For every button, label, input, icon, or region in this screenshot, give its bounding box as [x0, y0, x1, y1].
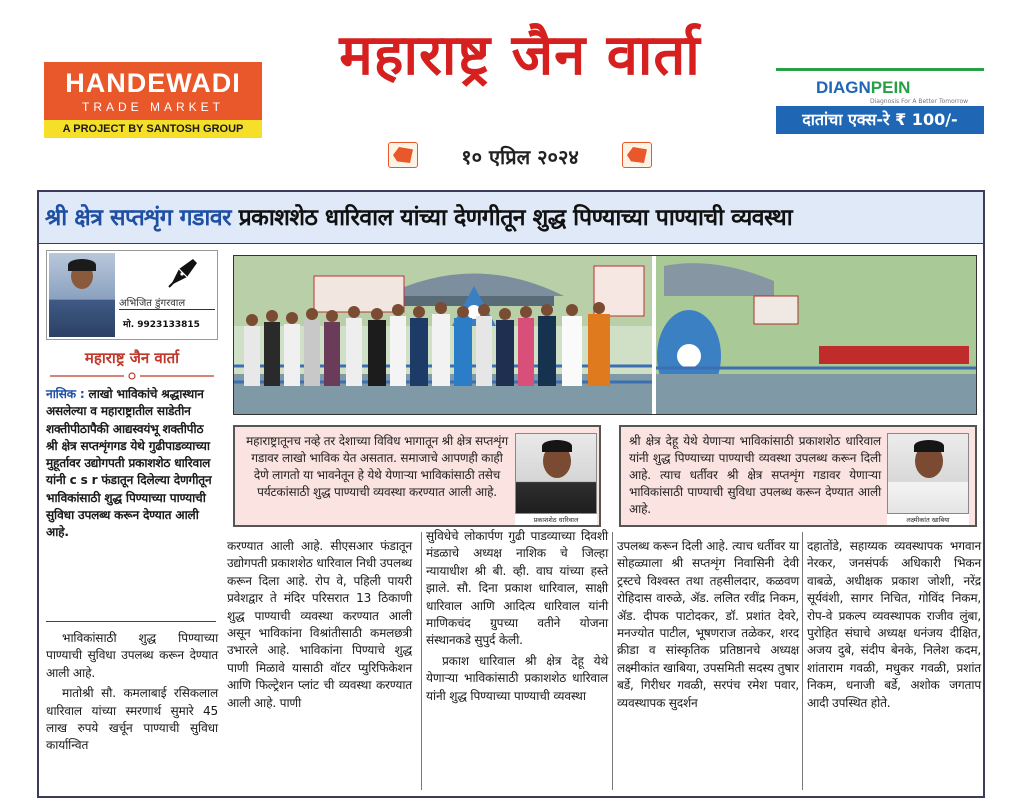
- issue-date: १० एप्रिल २०२४: [461, 145, 579, 169]
- newspaper-title: महाराष्ट्र जैन वार्ता: [339, 23, 701, 88]
- xray-offer: दातांचा एक्स-रे ₹ 100/-: [776, 106, 984, 134]
- mini-logo-icon: [622, 142, 652, 168]
- quote-box-khabiya: [619, 425, 977, 527]
- headline-part-1: श्री क्षेत्र सप्तशृंग गडावर: [45, 205, 232, 231]
- lead-place: नासिक :: [46, 387, 89, 401]
- issue-dateline: [388, 140, 652, 172]
- fountain-pen-icon: [165, 255, 201, 291]
- ad-subtitle: TRADE MARKET: [81, 100, 224, 114]
- diagnopein-ad[interactable]: [776, 68, 984, 134]
- author-card: [46, 250, 218, 340]
- column-1: [46, 630, 218, 755]
- column-3: [426, 528, 608, 705]
- photo-illustration: [234, 256, 977, 415]
- logo-part-b: PEIN: [870, 78, 911, 97]
- column-4-text: उपलब्ध करून दिली आहे. त्याच धर्तीवर या सोहळ्याला श्री सप्तशृंग निवासिनी देवी ट्रस्टचे विश्वस्त तथा तहसीलदार, कळवण रोहिदास वारुळे, ॲड. ललित रवींद्र निकम, ॲड. दीपक पाटोदकर, डॉ. प्रशांत देवरे, मनज्योत पाटील, भूषणराज तळेकर, शरद क्रीडा व सांस्कृतिक प्रतिष्ठानचे अध्यक्ष लक्ष्मीकांत खाबिया, उपसमिती सदस्य तुषार बर्डे, गिरीधर गवळी, सरपंच रमेश पवार, व्यवस्थापक सुदर्शन: [617, 539, 799, 710]
- column-divider: [802, 532, 803, 790]
- quote-text: महाराष्ट्रातूनच नव्हे तर देशाच्या विविध भागातून श्री क्षेत्र सप्तशृंग गडावर लाखो भाविक येत असतात. समाजाचे आपणही काही देणे लागतो या भावनेतून हे येथे येणाऱ्या भाविकांसाठी तसेच पर्यटकांसाठी शुद्ध पाण्याची व्यवस्था करण्यात आली आहे.: [246, 434, 508, 499]
- byline: महाराष्ट्र जैन वार्ता: [84, 349, 180, 367]
- mini-logo-icon: [388, 142, 418, 168]
- quote-text: श्री क्षेत्र देहू येथे येणाऱ्या भाविकांसाठी प्रकाशशेठ धारिवाल यांनी शुद्ध पिण्याच्या पाण्याची व्यवस्था उपलब्ध करून दिली आहे. त्याच धर्तीवर श्री क्षेत्र सप्तशृंग गडावर येणाऱ्या भाविकांसाठी पाण्याची सुविधा उपलब्ध करून देण्यात आली आहे.: [629, 434, 881, 516]
- author-photo: [49, 253, 115, 337]
- column-2: [227, 538, 412, 712]
- column-5-text: दहातोंडे, सहाय्यक व्यवस्थापक भगवान नेरकर, जनसंपर्क अधिकारी भिकन वाबळे, अधीक्षक प्रकाश जोशी, नरेंद्र सूर्यवंशी, सागर निचित, गोविंद निकम, रोप-वे प्रकल्प व्यवस्थापक राजीव लुंबा, पुरोहित संघाचे अध्यक्ष धनंजय दीक्षित, अजय दुबे, संदीप बेनके, निलेश कदम, शांताराम गवळी, मधुकर गवळी, प्रशांत निकम, धनाजी बर्डे, अशोक जगताप आदी उपस्थित होते.: [807, 539, 981, 710]
- diagnopein-logo: [816, 78, 910, 98]
- ad-rule: [776, 68, 984, 71]
- column-3-para-1: सुविधेचे लोकार्पण गुढी पाडव्याच्या दिवशी मंडळाचे अध्यक्ष नाशिक चे जिल्हा न्यायाधीश श्री बी. व्ही. वाघ यांच्या हस्ते झाले. सौ. दिना प्रकाश धारिवाल, साक्षी धारिवाल आणि आदित्य धारिवाल यांनी माणिकचंद ग्रुपच्या वतीने योजना संस्थानकडे सुपुर्द केली.: [426, 529, 608, 648]
- lead-divider: [46, 621, 216, 622]
- author-rule: [119, 309, 215, 310]
- author-mobile: मो. 9923133815: [123, 320, 200, 330]
- ad-brand: HANDEWADI: [65, 68, 241, 98]
- headline-part-2: प्रकाशशेठ धारिवाल यांच्या देणगीतून शुद्ध पिण्याच्या पाण्याची व्यवस्था: [231, 205, 793, 231]
- ad-strip: A PROJECT BY SANTOSH GROUP: [44, 120, 262, 138]
- column-3-para-2: प्रकाश धारिवाल श्री क्षेत्र देहू येथे येणाऱ्या भाविकांसाठी प्रकाशशेठ धारिवाल यांनी शुद्ध पिण्याच्या पाण्याची व्यवस्था: [426, 653, 608, 703]
- column-1-para-2: मातोश्री सौ. कमलाबाई रसिकलाल धारिवाल यांच्या स्मरणार्थ सुमारे 45 लाख रुपये खर्चून पाण्याची सुविधा कार्यान्वित: [46, 686, 218, 753]
- logo-part-a: DIAGN: [816, 78, 871, 97]
- quote-caption: लक्ष्मीकांत खाबिया: [887, 513, 969, 525]
- column-divider: [612, 532, 613, 790]
- lead-paragraph: [46, 386, 218, 542]
- article-headline: [39, 192, 983, 244]
- column-5: [807, 538, 981, 712]
- article-photo: [233, 255, 977, 415]
- handewadi-ad[interactable]: [44, 62, 262, 138]
- quote-photo: [887, 433, 969, 517]
- author-name: अभिजित डुंगरवाल: [119, 298, 186, 309]
- column-2-text: करण्यात आली आहे. सीएसआर फंडातून उद्योगपती प्रकाशशेठ धारिवाल निधी उपलब्ध करून दिला आहे. रोप वे, पहिली पायरी प्रवेशद्वार ते मंदिर परिसरात 13 ठिकाणी शुद्ध पाण्याची व्यवस्था करण्यात आली असून भाविकांना विश्रांतीसाठी कमलछत्री उभारले आहे. भाविकांना पिण्याचे शुद्ध पाणी मिळावे यासाठी वॉटर प्युरिफिकेशन आणि फिल्ट्रेशन प्लांट ची व्यवस्था करण्यात आली आहे. पाणी: [227, 539, 412, 710]
- column-4: [617, 538, 799, 712]
- quote-photo: [515, 433, 597, 517]
- article-frame: [37, 190, 985, 798]
- column-1-para-1: भाविकांसाठी शुद्ध पिण्याच्या पाण्याची सुविधा उपलब्ध करून देण्यात आली आहे.: [46, 631, 218, 680]
- column-divider: [421, 532, 422, 790]
- byline-divider: [46, 372, 218, 380]
- quote-box-dhariwal: [233, 425, 601, 527]
- lead-text: लाखो भाविकांचे श्रद्धास्थान असलेल्या व महाराष्ट्रातील साडेतीन शक्तीपीठापैकी आद्यस्वयंभू शक्तीपीठ श्री क्षेत्र सप्तशृंगगड येथे गुढीपाडव्याच्या मुहूर्तावर उद्योगपती प्रकाशशेठ धारिवाल यांनी c s r फंडातून दिलेल्या देणगीतून भाविकांसाठी शुद्ध पिण्याच्या पाण्याची सुविधा उपलब्ध करून देण्यात आली आहे.: [46, 387, 212, 540]
- quote-caption: प्रकाशशेठ धारिवाल: [515, 513, 597, 525]
- ad-tagline: Diagnosis For A Better Tomorrow: [870, 98, 969, 105]
